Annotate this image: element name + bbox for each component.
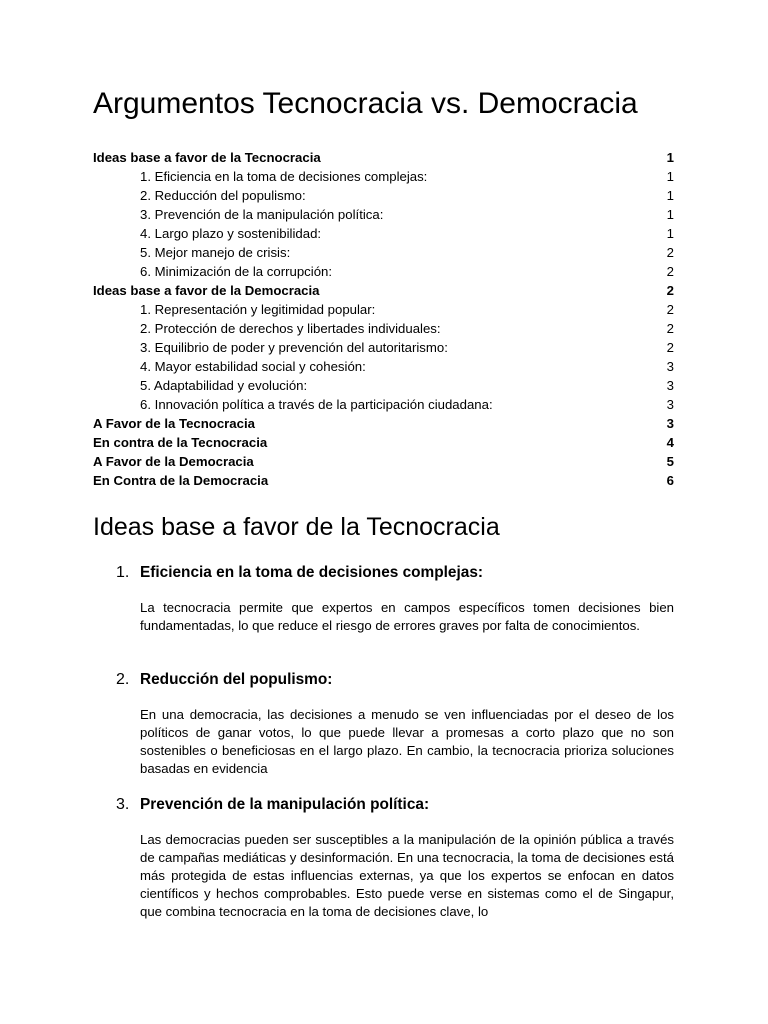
- toc-entry-label: 2. Protección de derechos y libertades individuales:: [140, 321, 441, 336]
- toc-entry-label: 1. Representación y legitimidad popular:: [140, 302, 376, 317]
- toc-entry-label: 3. Equilibrio de poder y prevención del autoritarismo:: [140, 340, 448, 355]
- toc-entry[interactable]: [93, 243, 674, 262]
- toc-entry-label: 1. Eficiencia en la toma de decisiones complejas:: [140, 169, 428, 184]
- toc-entry-page: 3: [666, 378, 674, 393]
- toc-entry-label: A Favor de la Tecnocracia: [93, 416, 255, 431]
- list-item-header: [93, 669, 674, 691]
- toc-entry-page: 3: [666, 416, 674, 431]
- toc-entry-label: Ideas base a favor de la Tecnocracia: [93, 150, 321, 165]
- list-item-number: 3.: [116, 796, 130, 813]
- section-heading: Ideas base a favor de la Tecnocracia: [93, 513, 500, 541]
- toc-entry-page: 1: [666, 169, 674, 184]
- toc-entry-label: 5. Mejor manejo de crisis:: [140, 245, 291, 260]
- toc-entry-page: 5: [666, 454, 674, 469]
- list-item-title: Reducción del populismo:: [140, 671, 333, 688]
- list-item-title: Eficiencia en la toma de decisiones complejas:: [140, 564, 483, 581]
- toc-entry-page: 1: [666, 150, 674, 165]
- toc-entry[interactable]: [93, 167, 674, 186]
- toc-entry-page: 1: [666, 207, 674, 222]
- list-item-body: Las democracias pueden ser susceptibles a la manipulación de la opinión pública a través de campañas mediáticas y desinformación. En una tecnocracia, la toma de decisiones está más protegida de estas influencias externas, ya que los expertos se enfocan en datos científicos y hechos comprobables. Esto puede verse en sistemas como el de Singapur, que combina tecnocracia en la toma de decisiones clave, lo: [140, 832, 674, 919]
- toc-entry[interactable]: [93, 262, 674, 281]
- toc-entry-page: 3: [666, 359, 674, 374]
- list-item: [93, 562, 674, 633]
- list-item-number: 1.: [116, 564, 130, 581]
- list-item-header: [93, 794, 674, 816]
- toc-entry-page: 1: [666, 226, 674, 241]
- toc-entry-label: 2. Reducción del populismo:: [140, 188, 306, 203]
- toc-entry[interactable]: [93, 357, 674, 376]
- toc-entry[interactable]: [93, 224, 674, 243]
- list-item-body: La tecnocracia permite que expertos en campos específicos tomen decisiones bien fundamentadas, lo que reduce el riesgo de errores graves por falta de conocimientos.: [140, 600, 674, 633]
- toc-entry-label: 6. Innovación política a través de la participación ciudadana:: [140, 397, 493, 412]
- table-of-contents: [93, 148, 674, 490]
- list-item-number: 2.: [116, 671, 130, 688]
- toc-entry[interactable]: [93, 395, 674, 414]
- toc-entry-page: 2: [666, 264, 674, 279]
- toc-entry[interactable]: [93, 338, 674, 357]
- document-title: Argumentos Tecnocracia vs. Democracia: [93, 87, 638, 120]
- toc-entry-label: 4. Largo plazo y sostenibilidad:: [140, 226, 322, 241]
- toc-entry-label: 3. Prevención de la manipulación política:: [140, 207, 384, 222]
- toc-entry-label: 4. Mayor estabilidad social y cohesión:: [140, 359, 366, 374]
- toc-entry-page: 2: [666, 245, 674, 260]
- toc-entry-page: 1: [666, 188, 674, 203]
- list-item: [93, 794, 674, 919]
- toc-entry-page: 2: [666, 340, 674, 355]
- toc-entry-page: 3: [666, 397, 674, 412]
- toc-entry-label: 5. Adaptabilidad y evolución:: [140, 378, 308, 393]
- toc-entry[interactable]: [93, 376, 674, 395]
- toc-entry-label: A Favor de la Democracia: [93, 454, 254, 469]
- toc-entry-label: Ideas base a favor de la Democracia: [93, 283, 320, 298]
- toc-entry[interactable]: [93, 148, 674, 167]
- list-item: [93, 669, 674, 776]
- toc-entry-page: 2: [666, 321, 674, 336]
- toc-entry[interactable]: [93, 205, 674, 224]
- list-item-body: En una democracia, las decisiones a menudo se ven influenciadas por el deseo de los políticos de ganar votos, lo que puede llevar a promesas a corto plazo que no son sostenibles o beneficiosas en el largo plazo. En cambio, la tecnocracia prioriza soluciones basadas en evidencia: [140, 707, 674, 776]
- toc-entry-page: 6: [666, 473, 674, 488]
- toc-entry[interactable]: [93, 281, 674, 300]
- toc-entry[interactable]: [93, 319, 674, 338]
- toc-entry[interactable]: [93, 300, 674, 319]
- toc-entry[interactable]: [93, 186, 674, 205]
- toc-entry[interactable]: [93, 433, 674, 452]
- toc-entry[interactable]: [93, 452, 674, 471]
- toc-entry-page: 2: [666, 283, 674, 298]
- list-item-title: Prevención de la manipulación política:: [140, 796, 430, 813]
- list-item-header: [93, 562, 674, 584]
- toc-entry-page: 4: [666, 435, 674, 450]
- toc-entry-page: 2: [666, 302, 674, 317]
- toc-entry-label: En Contra de la Democracia: [93, 473, 269, 488]
- toc-entry[interactable]: [93, 471, 674, 490]
- toc-entry-label: 6. Minimización de la corrupción:: [140, 264, 333, 279]
- toc-entry[interactable]: [93, 414, 674, 433]
- toc-entry-label: En contra de la Tecnocracia: [93, 435, 268, 450]
